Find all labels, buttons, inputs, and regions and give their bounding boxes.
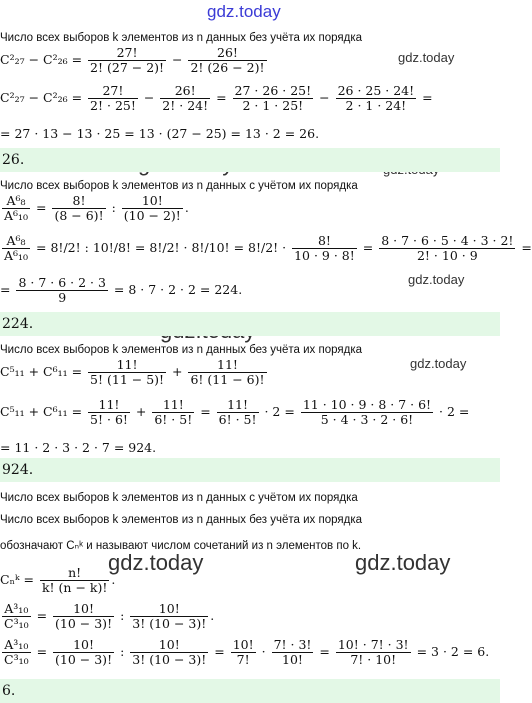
equation-line: Cₙᵏ = $\frac{n!}{k! (n - k)!}$ .	[0, 565, 116, 595]
rule-text: Число всех выборов k элементов из n данных без учёта их порядка	[0, 344, 363, 356]
equation-line: $\frac{\text{A³₁₀}}{\text{C³₁₀}}$ = $\frac{10!}{(10 - 3)!}$ : $\frac{10!}{3! (10 - 3)!}$ .	[4, 601, 215, 631]
watermark-top: gdz.today	[207, 2, 281, 21]
rule-text: Число всех выборов k элементов из n данных с учётом их порядка	[0, 180, 358, 192]
answer-bar: 924.	[0, 458, 500, 482]
equation-line: C⁵₁₁ + C⁶₁₁ = $\frac{11!}{5! \cdot 6!}$ + $\frac{11!}{6! \cdot 5!}$ = $\frac{11!}{6! \cdot 5!}$ · 2 = $\frac{11 \cdot 10 \cdot 9 \cdot 8 \cdot 7 \cdot 6!}{5 \cdot 4 \cdot 3 \cdot 2 \cdot 6!}$ · 2 =	[0, 397, 470, 427]
equation-line: = 27 · 13 − 13 · 25 = 13 · (27 − 25) = 13 · 2 = 26.	[0, 126, 320, 141]
equation-line: $\frac{\text{A⁶₈}}{\text{A⁶₁₀}}$ = 8!/2! : 10!/8! = 8!/2! · 8!/10! = 8!/2! · $\frac{8!}{10 \cdot 9 \cdot 8!}$ = $\frac{8 \cdot 7 \cdot 6 \cdot 5 \cdot 4 \cdot 3 \cdot 2!}{2! \cdot 10 \cdot 9}$ =	[4, 233, 532, 263]
equation-line: C⁵₁₁ + C⁶₁₁ = $\frac{11!}{5! (11 - 5)!}$ + $\frac{11!}{6! (11 - 6)!}$	[0, 357, 265, 387]
equation-line: C²₂₇ − C²₂₆ = $\frac{27!}{2! (27 - 2)!}$ − $\frac{26!}{2! (26 - 2)!}$	[0, 45, 265, 75]
equation-line: = $\frac{8 \cdot 7 \cdot 6 \cdot 2 \cdot 3}{9}$ = 8 · 7 · 2 · 2 = 224.	[0, 275, 243, 305]
equation-line: $\frac{\text{A³₁₀}}{\text{C³₁₀}}$ = $\frac{10!}{(10 - 3)!}$ : $\frac{10!}{3! (10 - 3)!}$ = $\frac{10!}{7!}$ · $\frac{7! \cdot 3!}{10!}$ = $\frac{10! \cdot 7! \cdot 3!}{7! \cdot 10!}$ = 3 · 2 = 6.	[4, 637, 490, 667]
watermark: gdz.today	[108, 550, 204, 575]
rule-text: Число всех выборов k элементов из n данных без учёта их порядка	[0, 32, 363, 44]
answer-bar: 26.	[0, 148, 500, 172]
watermark: gdz.today	[398, 50, 455, 65]
watermark: gdz.today	[355, 550, 451, 575]
watermark: gdz.today	[410, 356, 467, 371]
notation-text: обозначают Cₙᵏ и называют числом сочетаний из n элементов по k.	[0, 540, 362, 552]
answer-bar: 224.	[0, 312, 500, 336]
equation-line: C²₂₇ − C²₂₆ = $\frac{27!}{2! \cdot 25!}$ − $\frac{26!}{2! \cdot 24!}$ = $\frac{27 \cdot 26 \cdot 25!}{2 \cdot 1 \cdot 25!}$ − $\frac{26 \cdot 25 \cdot 24!}{2 \cdot 1 \cdot 24!}$ =	[0, 83, 433, 113]
answer-bar: 6.	[0, 679, 500, 703]
rule-text: Число всех выборов k элементов из n данных без учёта их порядка	[0, 514, 363, 526]
equation-line: $\frac{\text{A⁶₈}}{\text{A⁶₁₀}}$ = $\frac{8!}{(8 - 6)!}$ : $\frac{10!}{(10 - 2)!}$ .	[4, 193, 189, 223]
equation-line: = 11 · 2 · 3 · 2 · 7 = 924.	[0, 440, 157, 455]
watermark: gdz.today	[408, 272, 465, 287]
rule-text: Число всех выборов k элементов из n данных с учётом их порядка	[0, 492, 358, 504]
